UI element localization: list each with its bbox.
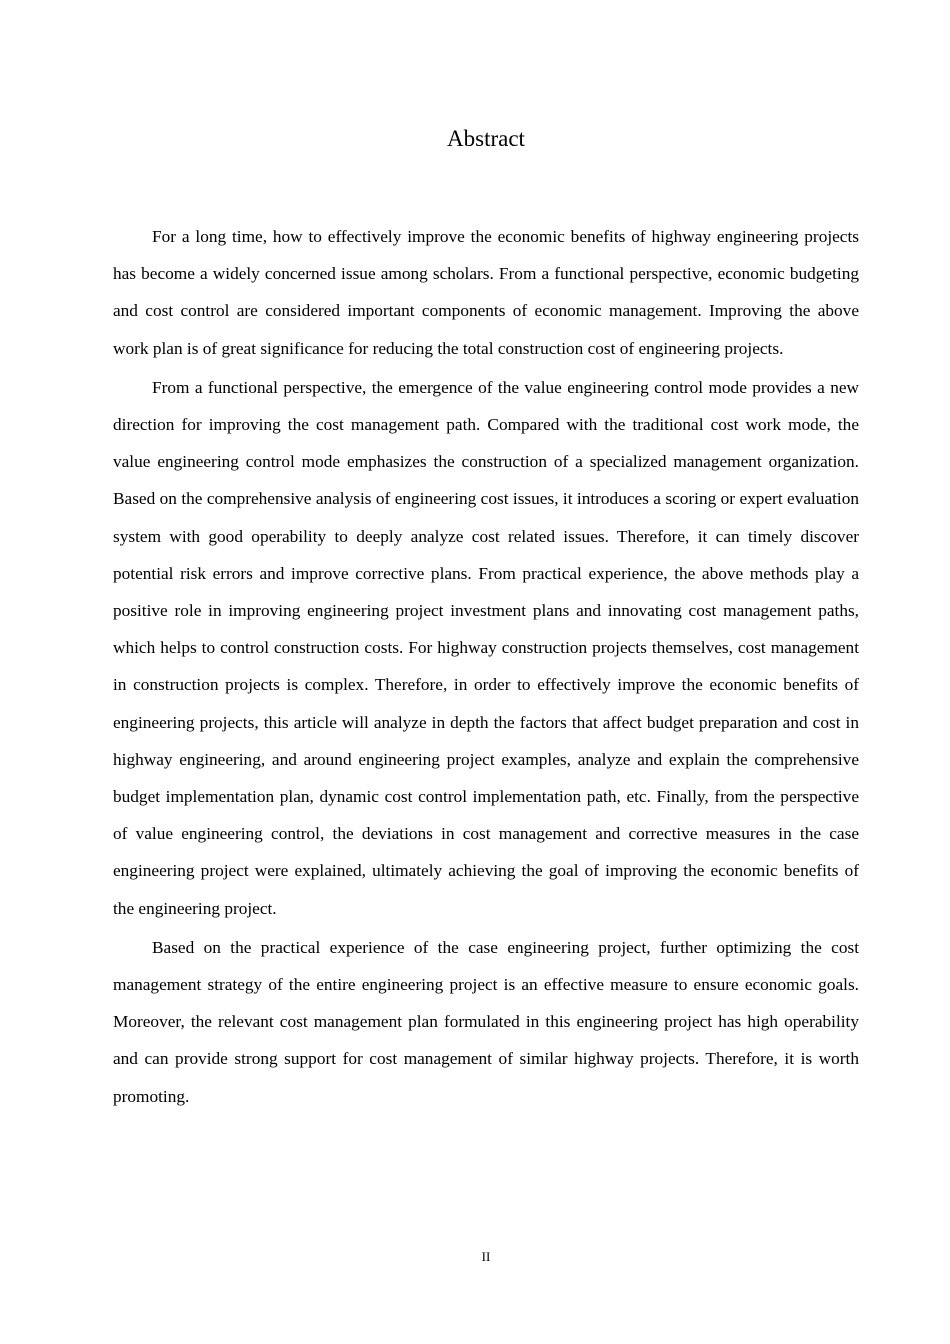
page-number: II	[481, 1249, 491, 1264]
abstract-paragraph-3: Based on the practical experience of the case engineering project, further optimizing the cost management strategy of the entire engineering project is an effective measure to ensure economic goals. Moreover, the relevant cost management plan formulated in this engineering project has high operability and can provide strong support for cost management of similar highway projects. Therefore, it is worth promoting.	[113, 937, 859, 1106]
abstract-paragraph-2: From a functional perspective, the emergence of the value engineering control mode provides a new direction for improving the cost management path. Compared with the traditional cost work mode, the value engineering control mode emphasizes the construction of a specialized management organization. Based on the comprehensive analysis of engineering cost issues, it introduces a scoring or expert evaluation system with good operability to deeply analyze cost related issues. Therefore, it can timely discover potential risk errors and improve corrective plans. From practical experience, the above methods play a positive role in improving engineering project investment plans and innovating cost management paths, which helps to control construction costs. For highway construction projects themselves, cost management in construction projects is complex. Therefore, in order to effectively improve the economic benefits of engineering projects, this article will analyze in depth the factors that affect budget preparation and cost in highway engineering, and around engineering project examples, analyze and explain the comprehensive budget implementation plan, dynamic cost control implementation path, etc. Finally, from the perspective of value engineering control, the deviations in cost management and corrective measures in the case engineering project were explained, ultimately achieving the goal of improving the economic benefits of the engineering project.	[113, 377, 859, 918]
abstract-paragraph-1: For a long time, how to effectively improve the economic benefits of highway engineering projects has become a widely concerned issue among scholars. From a functional perspective, economic budgeting and cost control are considered important components of economic management. Improving the above work plan is of great significance for reducing the total construction cost of engineering projects.	[113, 227, 859, 358]
abstract-title: Abstract	[447, 126, 525, 151]
abstract-body	[113, 218, 859, 1117]
